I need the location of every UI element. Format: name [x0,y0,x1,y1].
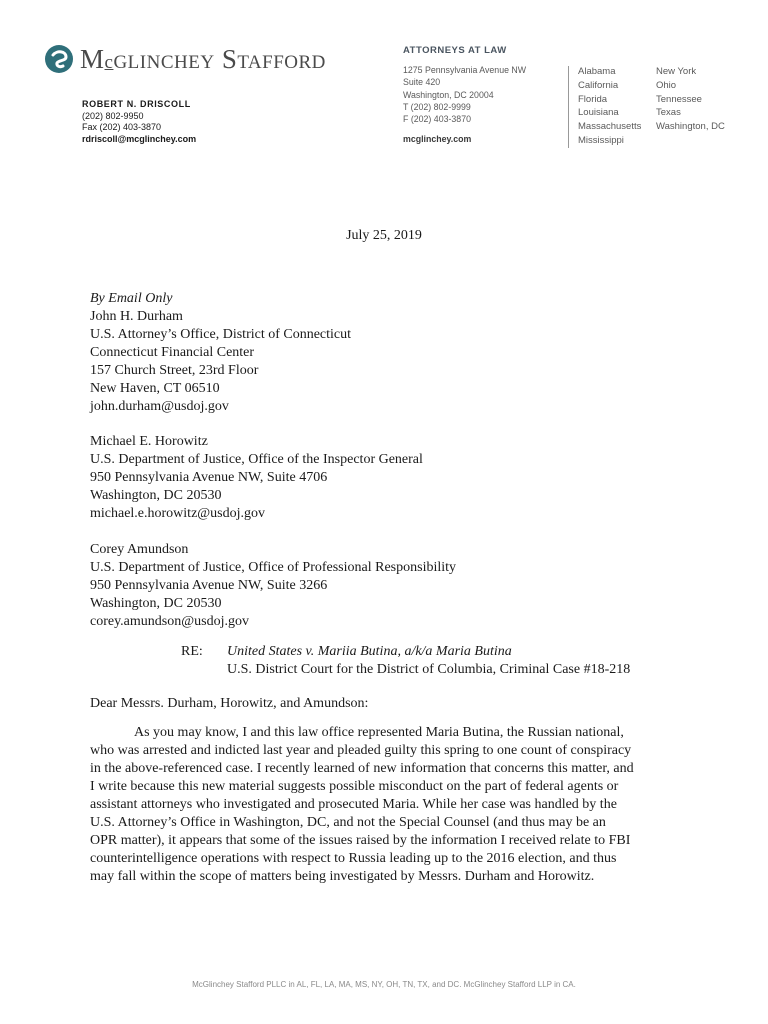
recipient-office: U.S. Attorney’s Office, District of Connecticut [90,327,352,342]
sender-email[interactable]: rdriscoll@mcglinchey.com [82,133,197,144]
recipient-name: Michael E. Horowitz [90,434,208,449]
paragraph-line: who was arrested and indicted last year and pleaded guilty this spring to one count of conspiracy [90,743,632,758]
address-phone: T (202) 802-9999 [403,101,471,112]
address-line: Washington, DC 20004 [403,89,494,100]
letterhead-divider [568,66,569,148]
website-link[interactable]: mcglinchey.com [403,134,472,145]
office-address [403,64,526,146]
recipient-city: Washington, DC 20530 [90,488,222,503]
state-item: Ohio [656,79,677,91]
re-label: RE: [181,644,203,659]
delivery-method: By Email Only [90,291,173,306]
address-line: 1275 Pennsylvania Avenue NW [403,65,527,75]
salutation: Dear Messrs. Durham, Horowitz, and Amundson: [90,696,369,711]
paragraph-line: in the above-referenced case. I recently learned of new information that concerns this matter, and [90,761,634,776]
recipient-block-amundson [90,541,456,631]
paragraph-line: As you may know, I and this law office represented Maria Butina, the Russian national, [134,725,624,740]
office-states-column-1 [578,65,641,148]
re-subject [227,643,630,679]
recipient-address-line: Connecticut Financial Center [90,345,255,360]
state-item: Texas [656,107,681,119]
sender-info [82,99,196,145]
brand-name: McGLINCHEY STAFFORD [80,43,326,74]
recipient-name: John H. Durham [90,309,183,324]
recipient-address-line: 950 Pennsylvania Avenue NW, Suite 3266 [90,578,328,593]
attorneys-at-law-label: ATTORNEYS AT LAW [403,45,507,56]
paragraph-line: I write because this new material suggests possible misconduct on the part of federal agents or [90,779,619,794]
logo-emblem-icon [44,44,74,74]
sender-fax: Fax (202) 403-3870 [82,122,162,132]
paragraph-line: assistant attorneys who investigated and prosecuted Maria. While her case was handled by the [90,797,617,812]
paragraph-line: counterintelligence operations with respect to Russia leading up to the 2016 election, and thus [90,851,617,866]
recipient-office: U.S. Department of Justice, Office of Professional Responsibility [90,560,457,575]
sender-phone: (202) 802-9950 [82,110,144,121]
recipient-email[interactable]: corey.amundson@usdoj.gov [90,614,249,629]
recipient-email[interactable]: john.durham@usdoj.gov [90,399,229,414]
state-item: Alabama [578,66,616,77]
recipient-city: Washington, DC 20530 [90,596,222,611]
recipient-address-line: 157 Church Street, 23rd Floor [90,363,259,378]
state-item: California [578,79,619,91]
recipient-email[interactable]: michael.e.horowitz@usdoj.gov [90,506,266,521]
state-item: Louisiana [578,107,619,119]
recipient-office: U.S. Department of Justice, Office of the Inspector General [90,452,423,467]
letter-date: July 25, 2019 [346,228,422,243]
recipient-address-line: 950 Pennsylvania Avenue NW, Suite 4706 [90,470,328,485]
re-case-name: United States v. Mariia Butina, a/k/a Maria Butina [227,644,512,659]
page-footer: McGlinchey Stafford PLLC in AL, FL, LA, MA, MS, NY, OH, TN, TX, and DC. McGlinchey Stafford LLP in CA. [192,980,576,989]
state-item: Washington, DC [656,121,725,133]
office-states-column-2 [656,65,725,134]
state-item: Massachusetts [578,121,642,133]
state-item: Tennessee [656,93,702,105]
re-court: U.S. District Court for the District of Columbia, Criminal Case #18-218 [227,662,631,677]
paragraph-line: OPR matter), it appears that some of the issues raised by the information I received relate to FBI [90,833,631,848]
address-fax: F (202) 403-3870 [403,114,471,125]
address-line: Suite 420 [403,77,441,88]
recipient-city: New Haven, CT 06510 [90,381,220,396]
state-item: Mississippi [578,134,624,146]
state-item: Florida [578,93,608,105]
body-paragraph [90,724,680,886]
sender-name: ROBERT N. DRISCOLL [82,99,191,109]
recipient-block-horowitz [90,433,423,523]
recipient-name: Corey Amundson [90,542,189,557]
recipient-block-durham [90,290,351,416]
paragraph-line: may fall within the scope of matters being investigated by Messrs. Durham and Horowitz. [90,869,595,884]
company-logo [44,44,326,74]
state-item: New York [656,66,697,77]
paragraph-line: U.S. Attorney’s Office in Washington, DC, and not the Special Counsel (and thus may be an [90,815,606,830]
